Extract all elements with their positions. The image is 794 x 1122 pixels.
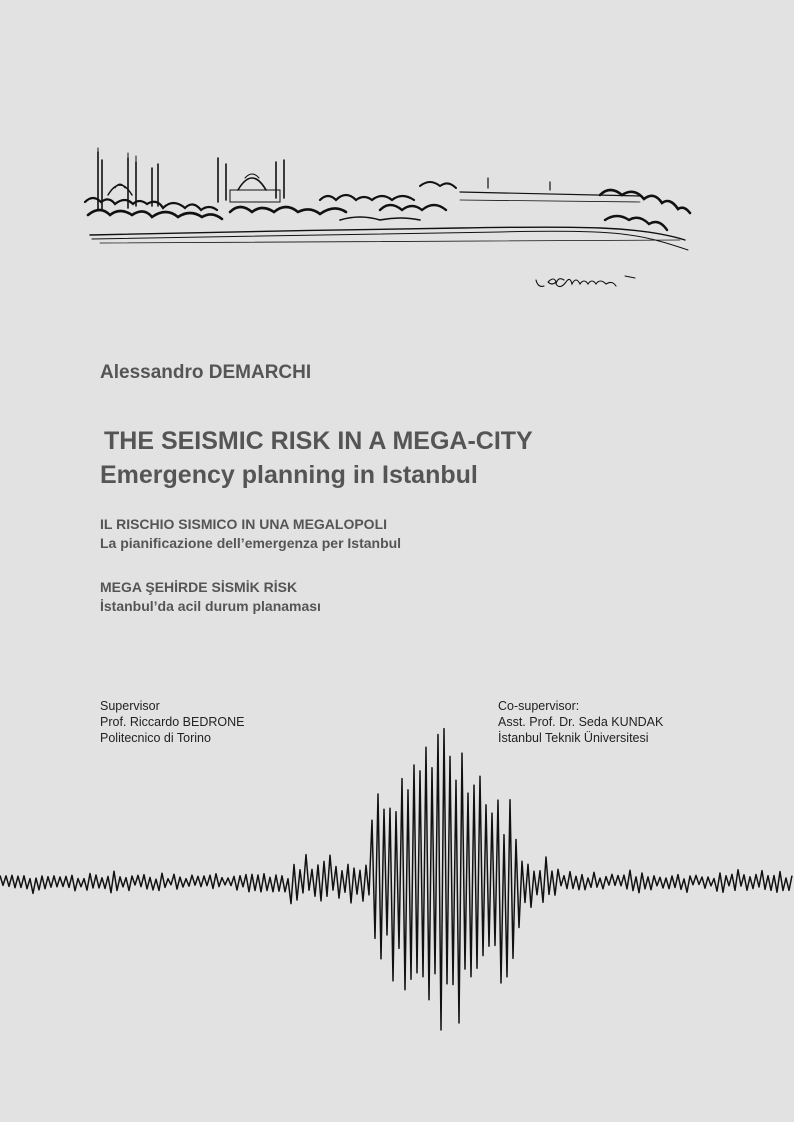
skyline-sketch-icon (80, 140, 700, 310)
signature-icon (536, 276, 635, 287)
title-italian: IL RISCHIO SISMICO IN UNA MEGALOPOLI (100, 516, 388, 532)
seismogram-wave-icon (0, 680, 794, 1040)
title-turkish: MEGA ŞEHİRDE SİSMİK RİSK (100, 579, 298, 595)
title-english: THE SEISMIC RISK IN A MEGA-CITY (104, 427, 533, 455)
cosupervisor-institution: İstanbul Teknik Üniversitesi (498, 731, 649, 745)
cosupervisor-name: Asst. Prof. Dr. Seda KUNDAK (498, 715, 664, 729)
author-name: Alessandro DEMARCHI (100, 362, 312, 383)
supervisor-institution: Politecnico di Torino (100, 731, 211, 745)
cosupervisor-role: Co-supervisor: (498, 699, 580, 713)
supervisor-name: Prof. Riccardo BEDRONE (100, 715, 245, 729)
subtitle-turkish: İstanbul’da acil durum planaması (100, 598, 321, 614)
supervisor-role: Supervisor (100, 699, 160, 713)
subtitle-english: Emergency planning in Istanbul (100, 461, 478, 489)
subtitle-italian: La pianificazione dell’emergenza per Istanbul (100, 535, 402, 551)
